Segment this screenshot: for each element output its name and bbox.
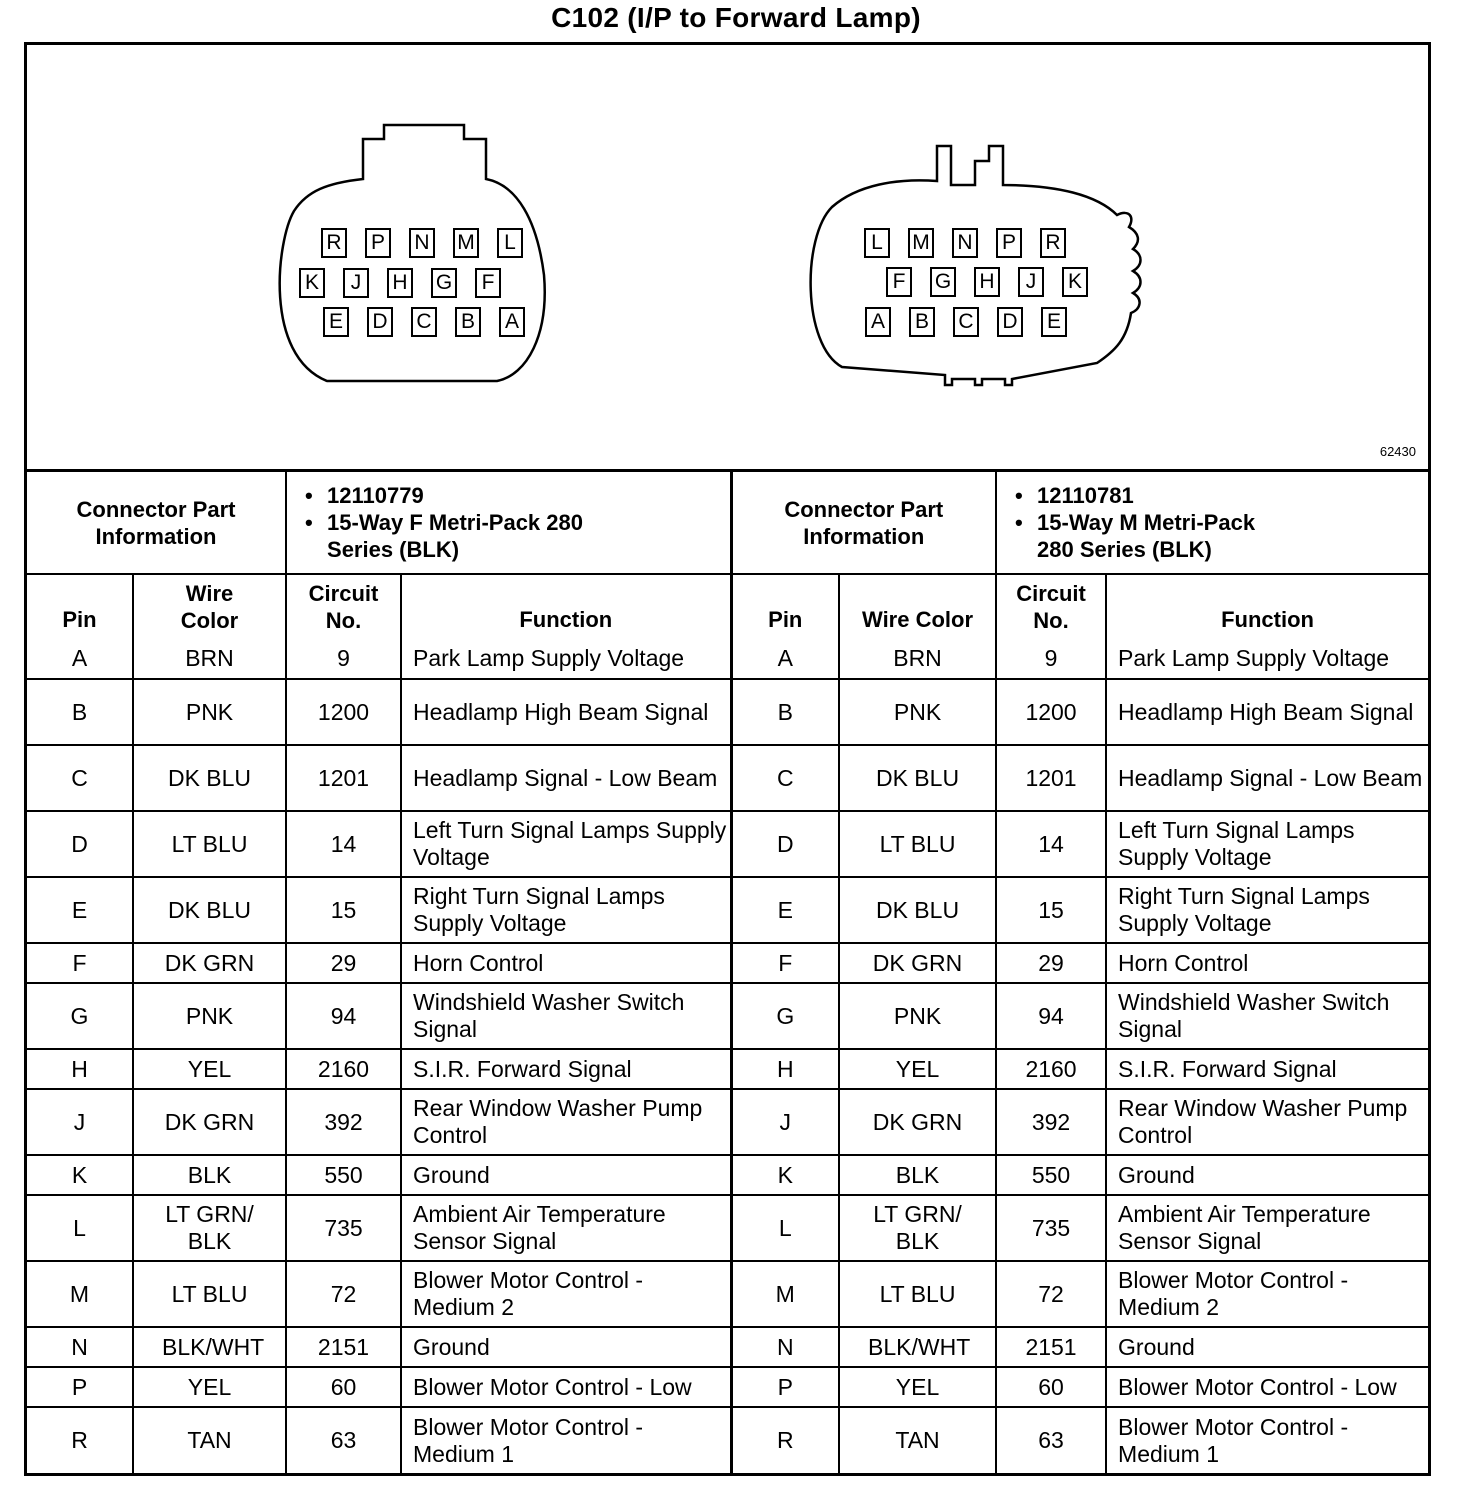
pin-cell: M	[27, 1261, 133, 1327]
pin-cell: N	[27, 1327, 133, 1367]
circuit-no-cell: 1201	[286, 745, 401, 811]
pin-d-terminal: D	[367, 307, 393, 337]
pin-header-right: Pin	[731, 574, 839, 639]
table-row	[27, 1195, 1428, 1261]
function-cell: Headlamp High Beam Signal	[1106, 679, 1428, 745]
pin-cell: C	[731, 745, 839, 811]
wire-color-cell: TAN	[133, 1407, 286, 1473]
wire-color-cell: PNK	[133, 983, 286, 1049]
connector-info-values-left	[286, 472, 731, 574]
pin-j-terminal: J	[1018, 267, 1044, 297]
wire-color-cell: LT BLU	[839, 811, 996, 877]
table-row	[27, 1261, 1428, 1327]
function-cell: Headlamp Signal - Low Beam	[401, 745, 731, 811]
table-row	[27, 745, 1428, 811]
male-connector-outline	[811, 146, 1141, 385]
table-row	[27, 1089, 1428, 1155]
wire-color-cell: DK GRN	[839, 943, 996, 983]
table-row	[27, 1049, 1428, 1089]
pin-g-terminal: G	[930, 267, 956, 297]
table-row	[27, 943, 1428, 983]
wire-color-cell: DK GRN	[839, 1089, 996, 1155]
wire-color-cell: BLK/WHT	[133, 1327, 286, 1367]
function-cell: Blower Motor Control - Medium 1	[1106, 1407, 1428, 1473]
connector-diagram	[27, 45, 1428, 472]
table-row	[27, 811, 1428, 877]
function-cell: Horn Control	[401, 943, 731, 983]
wire-color-cell: YEL	[839, 1049, 996, 1089]
function-cell: Headlamp High Beam Signal	[401, 679, 731, 745]
pin-p-terminal: P	[365, 228, 391, 258]
pinout-table	[27, 472, 1428, 1473]
function-cell: Headlamp Signal - Low Beam	[1106, 745, 1428, 811]
circuit-no-cell: 392	[286, 1089, 401, 1155]
pin-b-terminal: B	[455, 307, 481, 337]
pin-l-terminal: L	[864, 228, 890, 258]
wire-color-cell: PNK	[133, 679, 286, 745]
circuit-no-cell: 9	[286, 639, 401, 679]
pin-b-terminal: B	[909, 307, 935, 337]
circuit-no-cell: 14	[996, 811, 1106, 877]
circuit-no-cell: 2160	[996, 1049, 1106, 1089]
pin-cell: B	[27, 679, 133, 745]
wire-color-cell: PNK	[839, 679, 996, 745]
wire-color-cell: PNK	[839, 983, 996, 1049]
table-row	[27, 639, 1428, 679]
pin-f-terminal: F	[886, 267, 912, 297]
function-cell: Ambient Air Temperature Sensor Signal	[1106, 1195, 1428, 1261]
table-header-row	[27, 574, 1428, 639]
part-number-right: • 12110781	[1037, 482, 1428, 509]
circuit-no-cell: 735	[996, 1195, 1106, 1261]
function-header-right: Function	[1106, 574, 1428, 639]
part-number-left: • 12110779	[327, 482, 730, 509]
table-row	[27, 1327, 1428, 1367]
function-cell: Ground	[1106, 1327, 1428, 1367]
pin-header-left: Pin	[27, 574, 133, 639]
function-cell: S.I.R. Forward Signal	[1106, 1049, 1428, 1089]
function-cell: Windshield Washer Switch Signal	[401, 983, 731, 1049]
function-cell: Horn Control	[1106, 943, 1428, 983]
circuit-no-cell: 392	[996, 1089, 1106, 1155]
pin-cell: F	[27, 943, 133, 983]
pin-r-terminal: R	[321, 228, 347, 258]
circuit-no-cell: 2151	[286, 1327, 401, 1367]
pin-cell: B	[731, 679, 839, 745]
table-row	[27, 679, 1428, 745]
function-cell: Rear Window Washer Pump Control	[1106, 1089, 1428, 1155]
pin-cell: E	[731, 877, 839, 943]
wire-color-cell: YEL	[839, 1367, 996, 1407]
figure-number: 62430	[1379, 444, 1416, 459]
circuit-no-cell: 94	[996, 983, 1106, 1049]
pin-n-terminal: N	[409, 228, 435, 258]
circuit-no-cell: 29	[286, 943, 401, 983]
function-cell: Rear Window Washer Pump Control	[401, 1089, 731, 1155]
pin-m-terminal: M	[908, 228, 934, 258]
pin-cell: J	[27, 1089, 133, 1155]
function-cell: S.I.R. Forward Signal	[401, 1049, 731, 1089]
function-cell: Park Lamp Supply Voltage	[1106, 639, 1428, 679]
document-frame	[24, 42, 1431, 1476]
pin-cell: K	[27, 1155, 133, 1195]
circuit-no-cell: 29	[996, 943, 1106, 983]
pin-p-terminal: P	[996, 228, 1022, 258]
pinout-rows	[27, 639, 1428, 1473]
wire-color-cell: YEL	[133, 1049, 286, 1089]
pin-cell: H	[27, 1049, 133, 1089]
pin-cell: F	[731, 943, 839, 983]
function-cell: Windshield Washer Switch Signal	[1106, 983, 1428, 1049]
pin-cell: A	[731, 639, 839, 679]
pin-cell: G	[731, 983, 839, 1049]
pin-a-terminal: A	[865, 307, 891, 337]
connector-outlines	[27, 45, 1428, 469]
function-cell: Ground	[1106, 1155, 1428, 1195]
pin-cell: R	[27, 1407, 133, 1473]
pin-cell: L	[731, 1195, 839, 1261]
pin-h-terminal: H	[387, 268, 413, 298]
wire-color-cell: LT BLU	[133, 1261, 286, 1327]
circuit-no-cell: 63	[286, 1407, 401, 1473]
function-cell: Ground	[401, 1327, 731, 1367]
connector-description-right: • 15-Way M Metri-Pack 280 Series (BLK)	[1037, 509, 1297, 563]
pin-e-terminal: E	[323, 307, 349, 337]
function-cell: Left Turn Signal Lamps Supply Voltage	[1106, 811, 1428, 877]
pin-r-terminal: R	[1040, 228, 1066, 258]
pin-cell: N	[731, 1327, 839, 1367]
pin-cell: D	[27, 811, 133, 877]
circuit-no-cell: 94	[286, 983, 401, 1049]
table-row	[27, 983, 1428, 1049]
page-title: C102 (I/P to Forward Lamp)	[551, 2, 921, 33]
wire-color-cell: LT GRN/ BLK	[839, 1195, 996, 1261]
function-cell: Ground	[401, 1155, 731, 1195]
wire-color-cell: DK BLU	[133, 745, 286, 811]
pin-cell: E	[27, 877, 133, 943]
table-row	[27, 877, 1428, 943]
wire-color-cell: BLK	[839, 1155, 996, 1195]
table-row	[27, 1367, 1428, 1407]
function-cell: Blower Motor Control - Low	[401, 1367, 731, 1407]
pin-k-terminal: K	[299, 268, 325, 298]
pin-cell: K	[731, 1155, 839, 1195]
wire-color-cell: BRN	[133, 639, 286, 679]
wire-color-cell: DK GRN	[133, 943, 286, 983]
wire-color-cell: DK GRN	[133, 1089, 286, 1155]
circuit-no-cell: 9	[996, 639, 1106, 679]
wire-color-cell: BLK/WHT	[839, 1327, 996, 1367]
pin-cell: P	[731, 1367, 839, 1407]
circuit-no-header-left: Circuit No.	[286, 574, 401, 639]
function-cell: Blower Motor Control - Medium 2	[401, 1261, 731, 1327]
circuit-no-cell: 1200	[286, 679, 401, 745]
pin-c-terminal: C	[953, 307, 979, 337]
pin-f-terminal: F	[475, 268, 501, 298]
circuit-no-cell: 63	[996, 1407, 1106, 1473]
wire-color-cell: TAN	[839, 1407, 996, 1473]
pin-g-terminal: G	[431, 268, 457, 298]
circuit-no-cell: 15	[286, 877, 401, 943]
pin-cell: R	[731, 1407, 839, 1473]
circuit-no-cell: 550	[996, 1155, 1106, 1195]
wire-color-cell: BLK	[133, 1155, 286, 1195]
function-cell: Right Turn Signal Lamps Supply Voltage	[1106, 877, 1428, 943]
pin-cell: C	[27, 745, 133, 811]
pin-cell: G	[27, 983, 133, 1049]
wire-color-cell: LT GRN/ BLK	[133, 1195, 286, 1261]
connector-info-label-right: Connector Part Information	[731, 472, 996, 574]
circuit-no-cell: 15	[996, 877, 1106, 943]
circuit-no-cell: 1201	[996, 745, 1106, 811]
circuit-no-cell: 60	[996, 1367, 1106, 1407]
wire-color-cell: LT BLU	[839, 1261, 996, 1327]
pin-cell: A	[27, 639, 133, 679]
function-cell: Park Lamp Supply Voltage	[401, 639, 731, 679]
connector-info-row	[27, 472, 1428, 574]
wire-color-cell: BRN	[839, 639, 996, 679]
wire-color-cell: YEL	[133, 1367, 286, 1407]
circuit-no-cell: 550	[286, 1155, 401, 1195]
connector-description-left: • 15-Way F Metri-Pack 280 Series (BLK)	[327, 509, 587, 563]
circuit-no-cell: 2160	[286, 1049, 401, 1089]
circuit-no-header-right: Circuit No.	[996, 574, 1106, 639]
circuit-no-cell: 72	[286, 1261, 401, 1327]
circuit-no-cell: 2151	[996, 1327, 1106, 1367]
circuit-no-cell: 14	[286, 811, 401, 877]
function-cell: Blower Motor Control - Medium 2	[1106, 1261, 1428, 1327]
circuit-no-cell: 1200	[996, 679, 1106, 745]
circuit-no-cell: 72	[996, 1261, 1106, 1327]
wire-color-cell: DK BLU	[133, 877, 286, 943]
wire-color-header-right: Wire Color	[839, 574, 996, 639]
function-cell: Blower Motor Control - Medium 1	[401, 1407, 731, 1473]
pin-a-terminal: A	[499, 307, 525, 337]
function-header-left: Function	[401, 574, 731, 639]
function-cell: Left Turn Signal Lamps Supply Voltage	[401, 811, 731, 877]
circuit-no-cell: 735	[286, 1195, 401, 1261]
function-cell: Right Turn Signal Lamps Supply Voltage	[401, 877, 731, 943]
pin-cell: J	[731, 1089, 839, 1155]
pin-e-terminal: E	[1041, 307, 1067, 337]
pin-c-terminal: C	[411, 307, 437, 337]
table-row	[27, 1407, 1428, 1473]
pin-j-terminal: J	[343, 268, 369, 298]
table-row	[27, 1155, 1428, 1195]
function-cell: Blower Motor Control - Low	[1106, 1367, 1428, 1407]
connector-info-label-left: Connector Part Information	[27, 472, 286, 574]
pin-cell: H	[731, 1049, 839, 1089]
circuit-no-cell: 60	[286, 1367, 401, 1407]
connector-info-values-right	[996, 472, 1428, 574]
pin-cell: D	[731, 811, 839, 877]
pin-cell: P	[27, 1367, 133, 1407]
pin-d-terminal: D	[997, 307, 1023, 337]
pin-l-terminal: L	[497, 228, 523, 258]
pin-k-terminal: K	[1062, 267, 1088, 297]
pin-cell: M	[731, 1261, 839, 1327]
wire-color-cell: LT BLU	[133, 811, 286, 877]
wire-color-cell: DK BLU	[839, 877, 996, 943]
wire-color-header-left: Wire Color	[133, 574, 286, 639]
wire-color-cell: DK BLU	[839, 745, 996, 811]
pin-cell: L	[27, 1195, 133, 1261]
pin-h-terminal: H	[974, 267, 1000, 297]
pin-n-terminal: N	[952, 228, 978, 258]
pin-m-terminal: M	[453, 228, 479, 258]
function-cell: Ambient Air Temperature Sensor Signal	[401, 1195, 731, 1261]
